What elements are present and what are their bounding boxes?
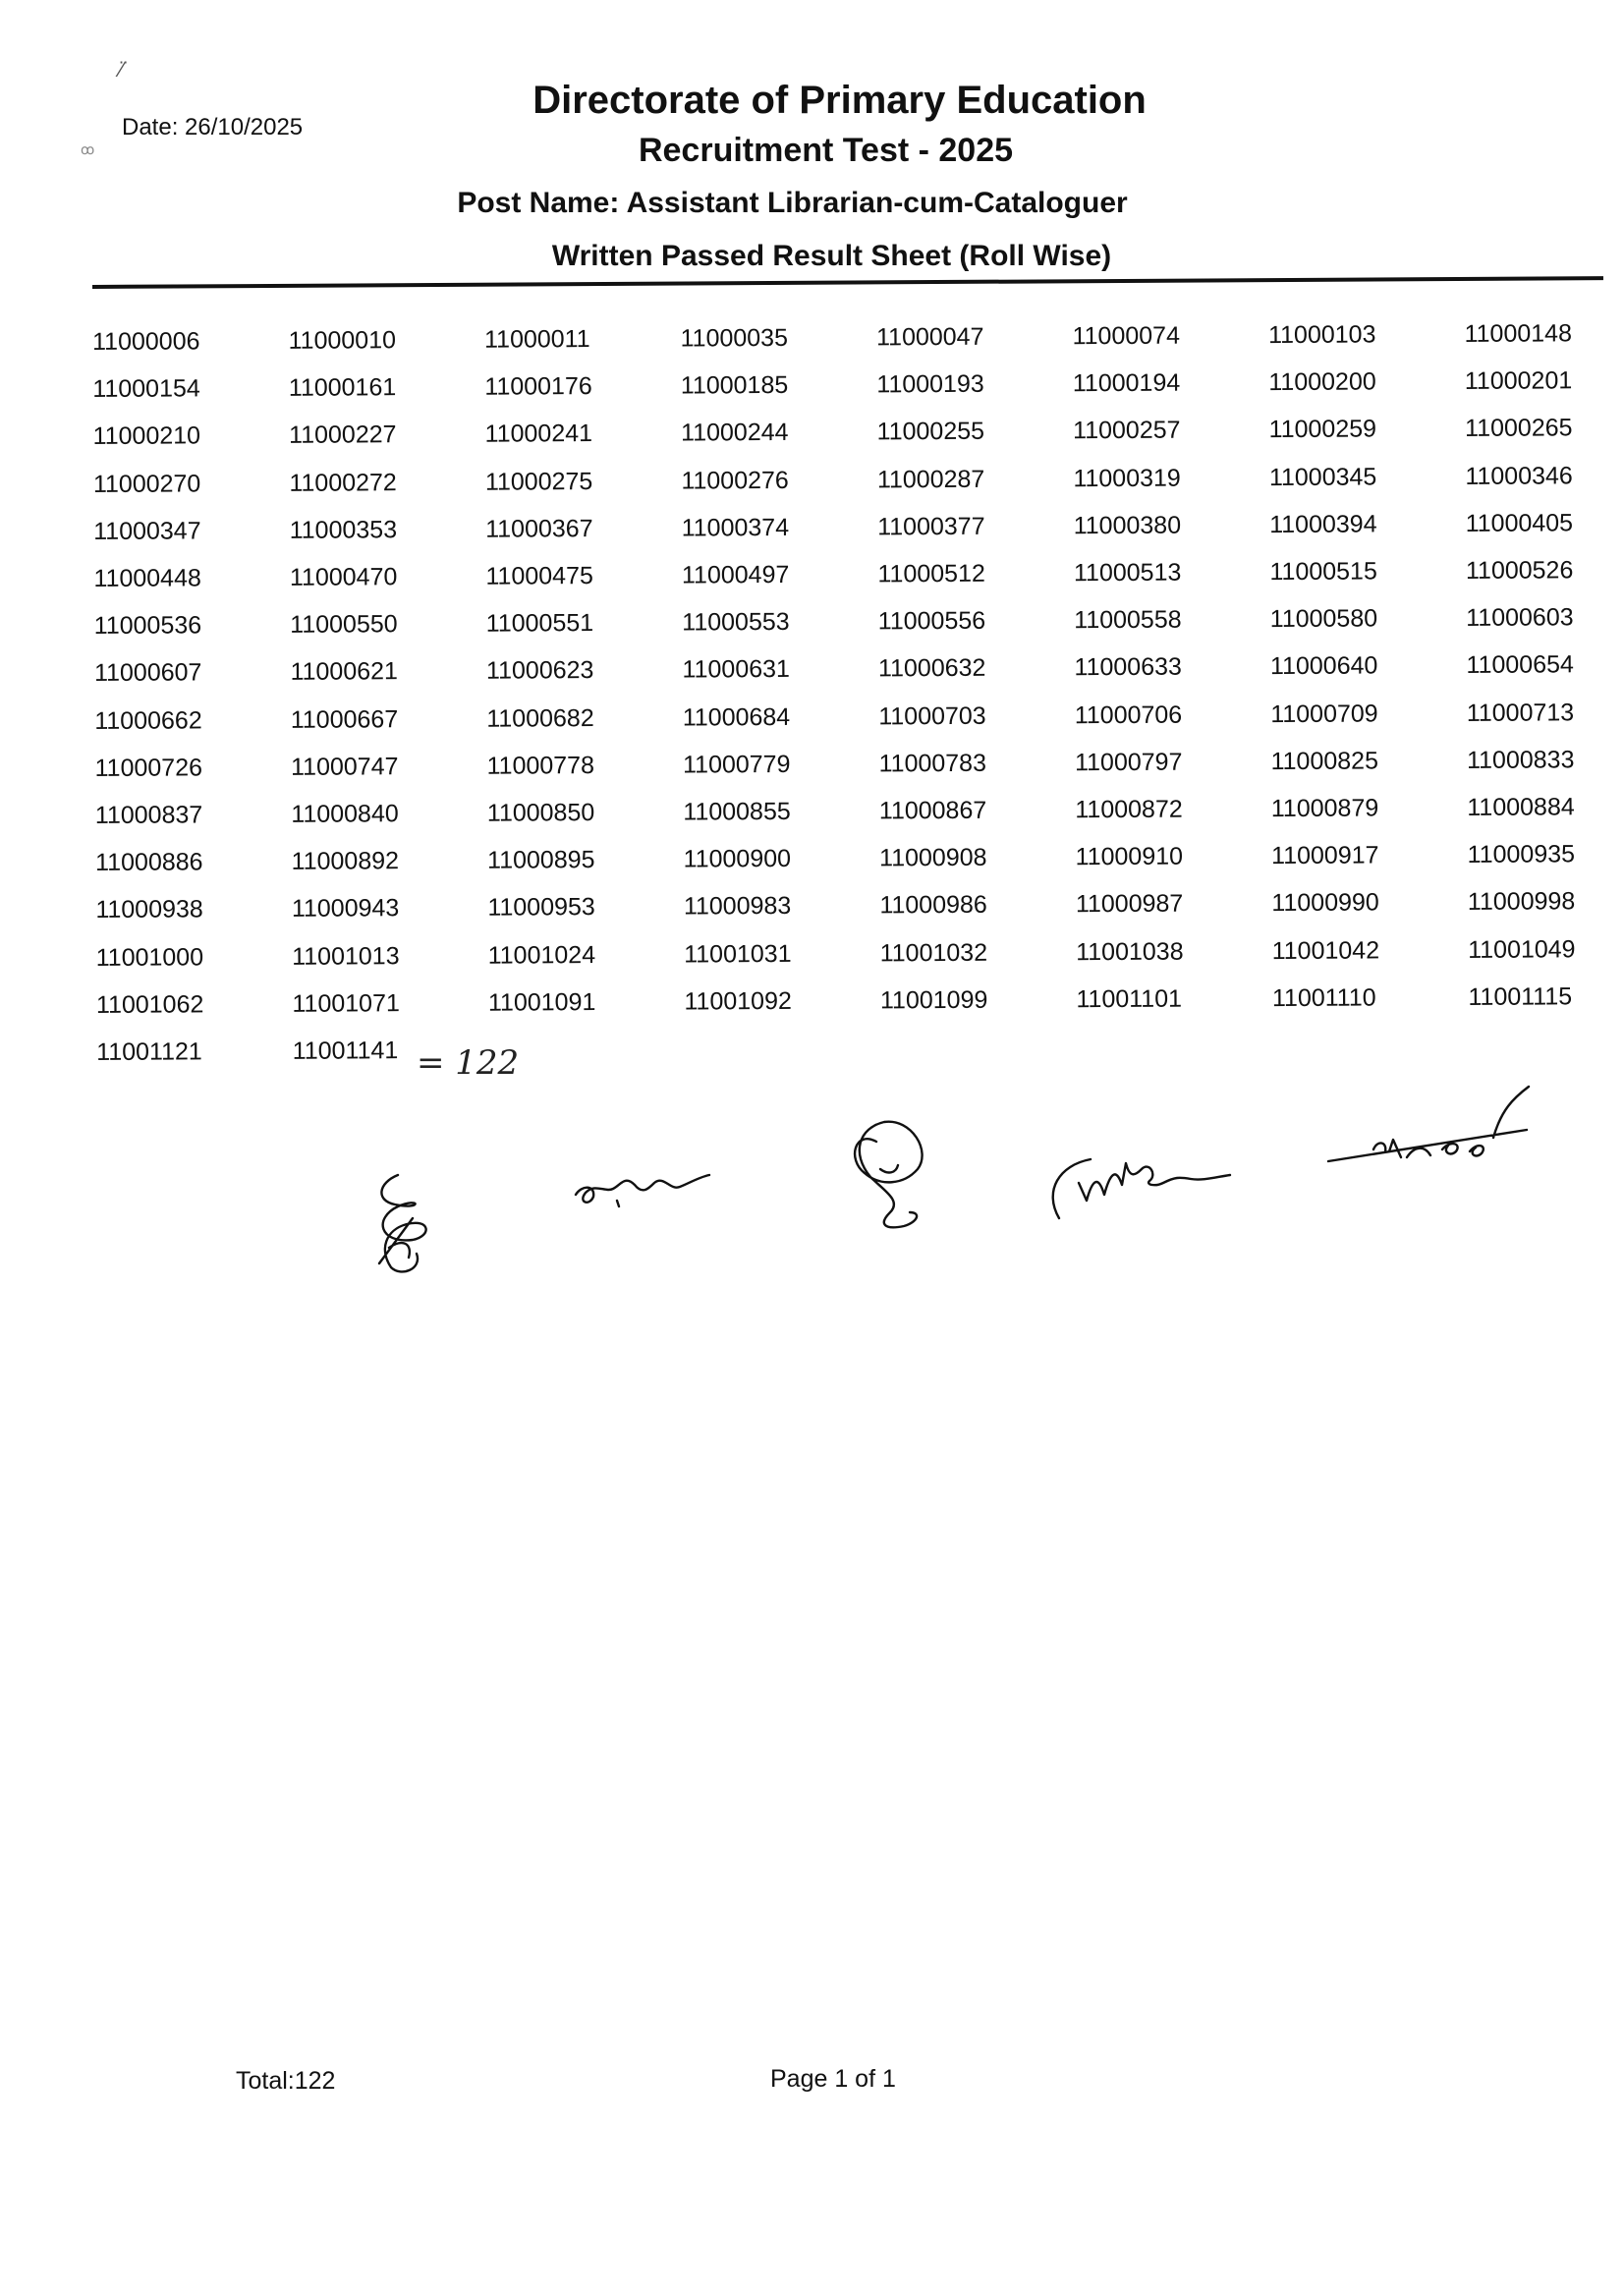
roll-number: 11000797 bbox=[1074, 748, 1183, 777]
roll-number: 11000872 bbox=[1075, 795, 1183, 824]
roll-number: 11000551 bbox=[485, 609, 594, 638]
roll-number: 11000621 bbox=[290, 657, 398, 687]
roll-number: 11000990 bbox=[1271, 888, 1379, 918]
roll-number: 11000074 bbox=[1072, 321, 1181, 351]
roll-number: 11000623 bbox=[485, 656, 594, 686]
roll-number: 11000526 bbox=[1465, 556, 1574, 585]
roll-number: 11000938 bbox=[95, 895, 203, 924]
handwritten-count: = 122 bbox=[417, 1043, 520, 1083]
roll-number: 11000194 bbox=[1072, 368, 1181, 398]
roll-number: 11000943 bbox=[291, 894, 400, 924]
roll-number: 11000346 bbox=[1465, 461, 1573, 490]
roll-number: 11000287 bbox=[876, 465, 985, 493]
roll-number: 11001049 bbox=[1468, 934, 1576, 964]
roll-number: 11001099 bbox=[879, 985, 988, 1015]
roll-number: 11000347 bbox=[93, 517, 201, 545]
header-divider bbox=[92, 276, 1603, 289]
roll-number: 11000632 bbox=[877, 654, 986, 683]
roll-number: 11000833 bbox=[1466, 746, 1575, 774]
roll-number: 11000201 bbox=[1464, 366, 1573, 396]
roll-number: 11000006 bbox=[92, 327, 200, 356]
roll-number: 11000241 bbox=[484, 420, 593, 449]
roll-number: 11000892 bbox=[291, 847, 400, 876]
roll-number: 11000148 bbox=[1464, 319, 1573, 348]
roll-number: 11001042 bbox=[1271, 936, 1380, 965]
roll-number: 11000684 bbox=[682, 702, 791, 732]
roll-number: 11000405 bbox=[1465, 509, 1574, 537]
roll-number: 11000879 bbox=[1270, 794, 1379, 823]
sheet-title: Written Passed Result Sheet (Roll Wise) bbox=[551, 240, 1112, 272]
signature-5 bbox=[1328, 1087, 1529, 1161]
roll-number: 11000558 bbox=[1074, 605, 1182, 635]
roll-number: 11001141 bbox=[292, 1036, 399, 1065]
roll-number: 11000703 bbox=[878, 701, 986, 730]
roll-number: 11000010 bbox=[288, 326, 397, 355]
post-name: Post Name: Assistant Librarian-cum-Cataloguer bbox=[457, 187, 1128, 219]
roll-number: 11000935 bbox=[1467, 840, 1576, 869]
page-title: Directorate of Primary Education bbox=[532, 79, 1147, 122]
roll-number: 11001024 bbox=[487, 940, 596, 970]
roll-number: 11000265 bbox=[1465, 414, 1573, 443]
roll-number: 11000556 bbox=[877, 606, 986, 636]
roll-number: 11000709 bbox=[1270, 700, 1378, 728]
roll-number: 11000908 bbox=[879, 843, 987, 872]
roll-number: 11000047 bbox=[875, 322, 984, 352]
roll-number: 11000367 bbox=[485, 514, 593, 543]
roll-number: 11000706 bbox=[1074, 700, 1183, 729]
roll-number: 11001115 bbox=[1468, 982, 1573, 1011]
roll-number: 11000778 bbox=[486, 751, 595, 780]
roll-number: 11000667 bbox=[290, 704, 399, 734]
roll-number: 11000837 bbox=[94, 801, 203, 829]
roll-number: 11000953 bbox=[487, 893, 595, 923]
roll-number: 11000470 bbox=[289, 563, 398, 591]
roll-number: 11000276 bbox=[681, 466, 789, 495]
roll-number: 11001062 bbox=[95, 990, 204, 1019]
roll-number: 11001013 bbox=[292, 941, 400, 971]
roll-number: 11000726 bbox=[94, 754, 203, 782]
roll-number: 11000840 bbox=[291, 800, 399, 828]
roll-number: 11000380 bbox=[1073, 511, 1182, 540]
roll-number: 11000210 bbox=[92, 421, 201, 451]
roll-number: 11000553 bbox=[682, 608, 790, 637]
roll-number: 11000662 bbox=[94, 705, 202, 735]
signature-2 bbox=[576, 1175, 709, 1206]
roll-number: 11000515 bbox=[1269, 557, 1377, 587]
roll-number: 11000987 bbox=[1075, 890, 1184, 919]
roll-number: 11001092 bbox=[684, 986, 792, 1016]
roll-number: 11000550 bbox=[290, 610, 398, 640]
handwritten-mark: ⁄̈ bbox=[120, 57, 124, 82]
roll-number: 11000986 bbox=[879, 891, 987, 920]
roll-number: 11000353 bbox=[289, 516, 398, 544]
roll-number: 11000035 bbox=[680, 323, 789, 353]
roll-number: 11000682 bbox=[486, 703, 594, 733]
page-number: Page 1 of 1 bbox=[770, 2065, 896, 2093]
roll-number: 11001071 bbox=[292, 989, 400, 1018]
roll-number: 11001000 bbox=[95, 942, 204, 972]
roll-number: 11000900 bbox=[683, 845, 792, 873]
roll-number: 11000176 bbox=[484, 372, 592, 401]
roll-number: 11000103 bbox=[1267, 320, 1376, 350]
roll-number: 11000272 bbox=[289, 468, 397, 497]
roll-number: 11000917 bbox=[1271, 841, 1379, 870]
roll-number: 11001031 bbox=[684, 939, 792, 969]
roll-number: 11000779 bbox=[682, 750, 791, 779]
roll-number: 11000580 bbox=[1269, 604, 1378, 634]
roll-number: 11000200 bbox=[1268, 367, 1376, 397]
roll-number: 11000475 bbox=[485, 562, 593, 590]
roll-number: 11000185 bbox=[680, 371, 789, 400]
roll-number: 11000855 bbox=[683, 797, 791, 826]
total-count: Total:122 bbox=[236, 2067, 336, 2095]
roll-number: 11000884 bbox=[1467, 793, 1575, 821]
roll-number: 11000640 bbox=[1269, 651, 1378, 681]
roll-number: 11000603 bbox=[1466, 603, 1574, 633]
roll-number: 11000850 bbox=[486, 799, 595, 827]
roll-number: 11000257 bbox=[1073, 417, 1181, 445]
roll-number: 11000319 bbox=[1073, 464, 1181, 492]
scan-artifact-mark: ꝏ bbox=[81, 141, 95, 157]
roll-number: 11001121 bbox=[96, 1037, 202, 1066]
roll-number: 11000783 bbox=[878, 749, 987, 778]
roll-number: 11000374 bbox=[681, 513, 790, 542]
roll-number: 11000910 bbox=[1075, 842, 1184, 871]
signature-4 bbox=[1053, 1159, 1230, 1218]
roll-number: 11000161 bbox=[288, 373, 397, 403]
roll-number: 11000448 bbox=[93, 564, 201, 592]
page-subtitle: Recruitment Test - 2025 bbox=[638, 132, 1014, 169]
roll-number: 11001101 bbox=[1076, 984, 1183, 1014]
roll-number: 11000713 bbox=[1466, 698, 1575, 727]
roll-number: 11001038 bbox=[1076, 937, 1184, 966]
roll-number: 11000154 bbox=[92, 374, 200, 404]
roll-number: 11000394 bbox=[1269, 510, 1377, 538]
roll-number: 11000886 bbox=[95, 848, 203, 877]
roll-number: 11000513 bbox=[1073, 558, 1182, 588]
roll-number: 11001091 bbox=[487, 987, 596, 1017]
roll-number: 11001110 bbox=[1271, 983, 1376, 1012]
roll-number: 11000998 bbox=[1467, 887, 1576, 917]
roll-number: 11000825 bbox=[1270, 747, 1379, 775]
document-date: Date: 26/10/2025 bbox=[122, 114, 304, 140]
roll-number: 11000631 bbox=[682, 655, 790, 684]
roll-number: 11000244 bbox=[681, 419, 789, 447]
signature-3 bbox=[855, 1122, 922, 1228]
roll-number: 11000633 bbox=[1074, 653, 1182, 682]
roll-number: 11000011 bbox=[483, 325, 590, 354]
roll-number: 11000497 bbox=[681, 560, 790, 589]
roll-number: 11000270 bbox=[92, 469, 201, 498]
roll-number: 11000512 bbox=[877, 559, 985, 588]
roll-number: 11000983 bbox=[683, 892, 792, 921]
roll-number: 11000654 bbox=[1466, 650, 1574, 680]
roll-number: 11000895 bbox=[487, 846, 595, 874]
roll-number: 11000255 bbox=[876, 418, 985, 446]
roll-number: 11000867 bbox=[878, 796, 987, 825]
roll-number: 11001032 bbox=[879, 938, 988, 967]
roll-number: 11000275 bbox=[484, 467, 593, 496]
roll-number: 11000345 bbox=[1268, 463, 1377, 491]
roll-number: 11000607 bbox=[93, 658, 202, 688]
roll-number: 11000536 bbox=[93, 611, 202, 641]
roll-number: 11000747 bbox=[290, 753, 399, 781]
signature-1 bbox=[379, 1175, 426, 1271]
roll-number: 11000193 bbox=[876, 369, 984, 399]
roll-number: 11000259 bbox=[1268, 415, 1377, 444]
roll-number: 11000227 bbox=[289, 420, 397, 450]
roll-number: 11000377 bbox=[877, 512, 985, 541]
